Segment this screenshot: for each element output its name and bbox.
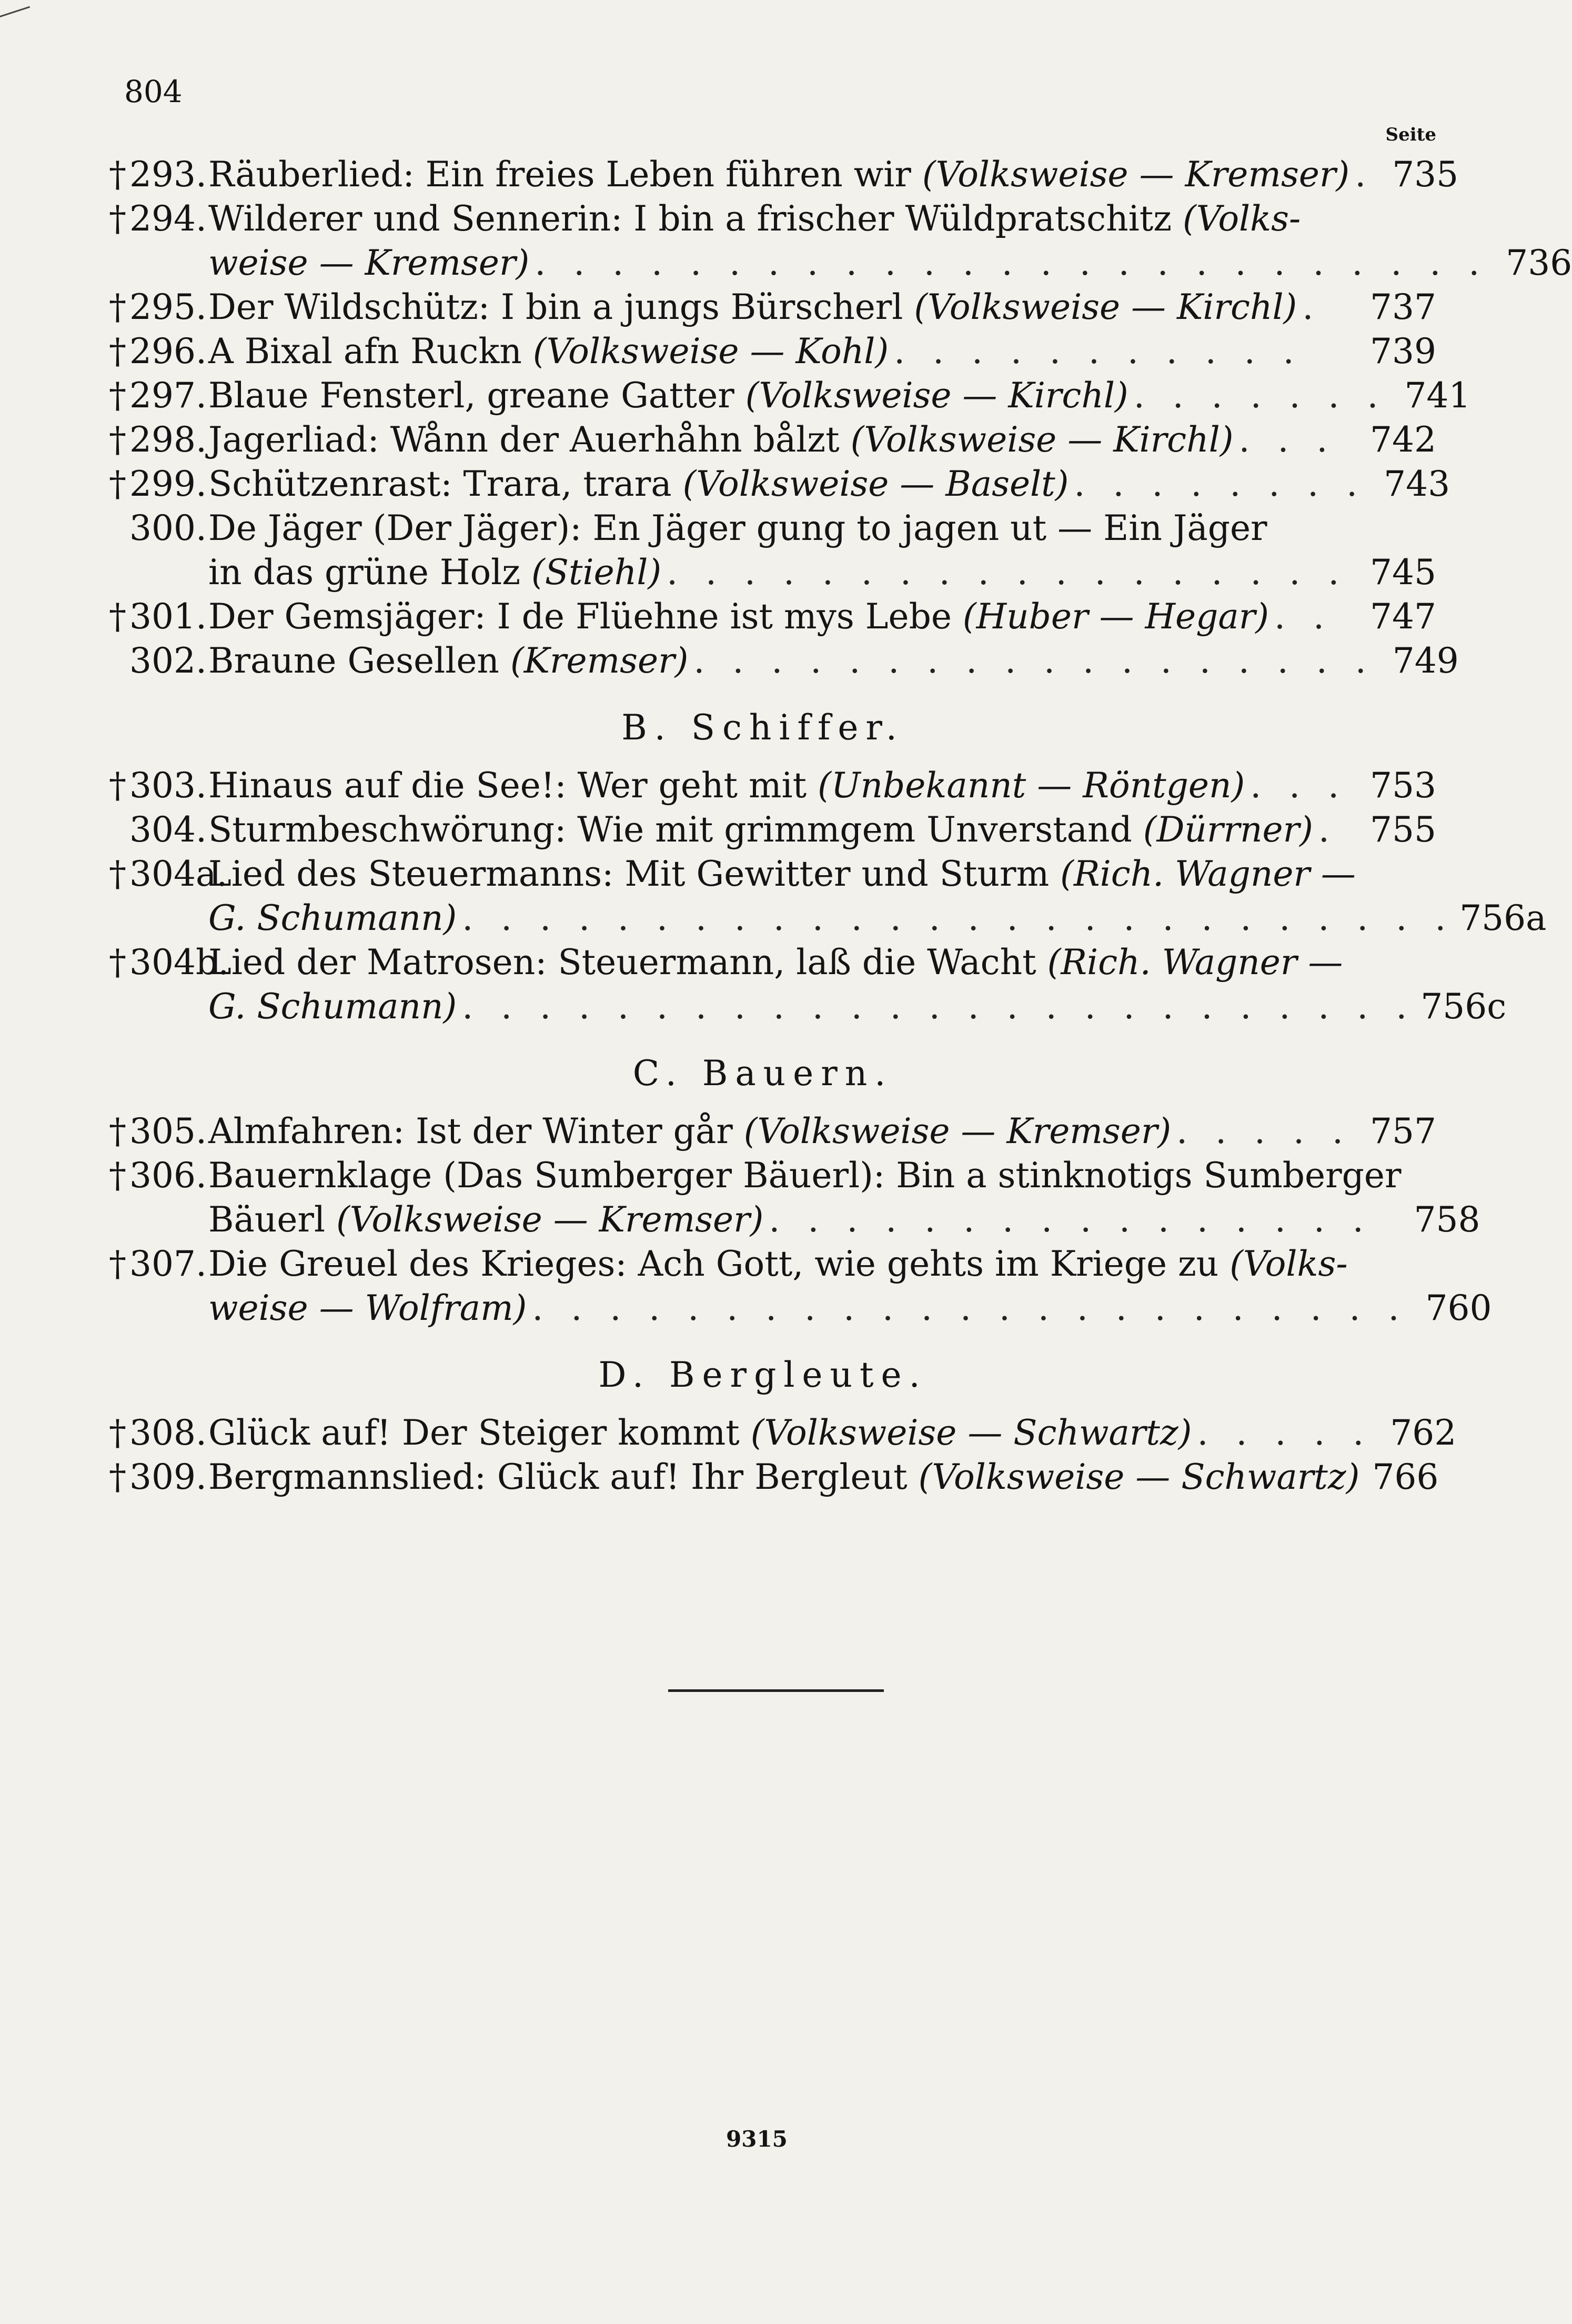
page-number: 804 <box>124 74 183 109</box>
entry-title: Lied der Matrosen: Steuermann, laß die Wacht <box>208 942 1047 983</box>
entry-attribution: (Volksweise — Schwartz) <box>750 1413 1192 1453</box>
entry-text <box>208 639 688 683</box>
entry-attribution: (Volksweise — Kirchl) <box>745 375 1128 416</box>
entry-attribution: (Volksweise — Kremser) <box>743 1111 1172 1151</box>
dagger-mark: † <box>109 419 126 460</box>
dagger-mark: † <box>109 331 126 372</box>
page-ref: 756c <box>1420 986 1507 1027</box>
toc-entry <box>89 1411 1457 1455</box>
section-heading: C. Bauern. <box>632 1053 893 1094</box>
leader-dots: . . . . . . . . . . . . . . . . . . . . . . . <box>532 1288 1408 1328</box>
dagger-mark: † <box>109 198 126 239</box>
dagger-mark: † <box>109 596 126 637</box>
entry-text <box>208 550 661 595</box>
toc-entry <box>89 462 1450 506</box>
entry-number: 295. <box>129 287 207 327</box>
entry-line <box>208 462 1450 506</box>
entry-text <box>208 285 1297 329</box>
entry-line <box>208 241 1572 285</box>
entry-line <box>208 197 1572 241</box>
leader-dots: . <box>1355 154 1375 195</box>
entry-text <box>208 1198 763 1242</box>
entry-text <box>208 764 1245 808</box>
entry-attribution: (Volksweise — Kirchl) <box>850 419 1234 460</box>
entry-title: Bergmannslied: Glück auf! Ihr Bergleut <box>208 1457 919 1497</box>
entry-title: Glück auf! Der Steiger kommt <box>208 1413 751 1453</box>
section-heading: D. Bergleute. <box>598 1355 928 1395</box>
entry-number: 299. <box>129 464 207 504</box>
entry-number: 296. <box>129 331 207 372</box>
leader-dots: . . . <box>1250 765 1348 806</box>
toc-entry <box>89 808 1436 852</box>
page-ref: 736 <box>1506 243 1572 283</box>
dagger-mark: † <box>109 464 126 504</box>
entry-number: 304. <box>129 809 207 850</box>
toc-entry <box>89 1154 1480 1242</box>
dagger-mark: † <box>109 375 126 416</box>
page-ref: 758 <box>1414 1199 1480 1240</box>
entry-attribution: (Unbekannt — Röntgen) <box>818 765 1245 806</box>
entry-text <box>208 1154 1402 1198</box>
entry-text <box>208 595 1269 639</box>
leader-dots: . . . . . . . . . . . . . . . . . . <box>667 552 1348 593</box>
entry-text <box>208 462 1069 506</box>
leader-dots: . . . . . . . . . . . . . . . . <box>769 1199 1372 1240</box>
entry-attribution: (Volksweise — Kremser) <box>922 154 1350 195</box>
entry-text <box>208 241 529 285</box>
entry-line <box>208 940 1499 985</box>
entry-attribution: G. Schumann) <box>208 898 457 938</box>
toc-entry <box>89 764 1436 808</box>
leader-dots: . . . . . . . . . . . . . . . . . . . . . . . . . <box>535 243 1488 283</box>
footer-number: 9315 <box>726 2126 788 2152</box>
leader-dots: . <box>1302 287 1322 327</box>
entry-line <box>208 374 1470 418</box>
entry-text <box>208 374 1128 418</box>
dagger-mark: † <box>109 1244 126 1284</box>
entry-line <box>208 1455 1438 1499</box>
page-ref: 760 <box>1425 1288 1492 1328</box>
entry-attribution: (Volksweise — Kremser) <box>336 1199 764 1240</box>
table-of-contents <box>89 153 1572 1499</box>
entry-title: Der Wildschütz: I bin a jungs Bürscherl <box>208 287 914 327</box>
toc-entry <box>89 639 1459 683</box>
toc-entry <box>89 285 1436 329</box>
entry-line <box>208 852 1538 896</box>
page-ref: 766 <box>1372 1457 1439 1497</box>
leader-dots: . . . . . . . <box>1133 375 1387 416</box>
leader-dots: . <box>1318 809 1338 850</box>
entry-text <box>208 896 457 940</box>
entry-line <box>208 808 1436 852</box>
dagger-mark: † <box>109 287 126 327</box>
entry-attribution: (Volksweise — Schwartz) <box>918 1457 1360 1497</box>
dagger-mark: † <box>109 1457 126 1497</box>
entry-line <box>208 1109 1436 1154</box>
entry-title: Almfahren: Ist der Winter går <box>208 1111 744 1151</box>
entry-line <box>208 285 1436 329</box>
entry-line <box>208 985 1507 1029</box>
leader-dots: . . . . . <box>1176 1111 1352 1151</box>
dagger-mark: † <box>109 1155 126 1196</box>
leader-dots: . . . . . . . . . . . . . . . . . . . . . . . . . <box>462 986 1416 1027</box>
entry-line <box>208 418 1436 462</box>
entry-number: 304b. <box>129 942 229 983</box>
entry-line <box>208 550 1436 595</box>
toc-entry <box>89 329 1436 374</box>
entry-attribution: (Volksweise — Baselt) <box>682 464 1069 504</box>
entry-title: Hinaus auf die See!: Wer geht mit <box>208 765 818 806</box>
entry-title: Die Greuel des Krieges: Ach Gott, wie gehts im Kriege zu <box>208 1244 1230 1284</box>
entry-text <box>208 153 1349 197</box>
toc-entry <box>89 595 1436 639</box>
dagger-mark: † <box>109 942 126 983</box>
leader-dots: . . . . . . . . . . . . . . . . . . . . . . . . . . <box>462 898 1455 938</box>
entry-text <box>208 852 1356 896</box>
page-ref: 749 <box>1392 640 1459 681</box>
toc-entry <box>89 1455 1439 1499</box>
toc-entry <box>89 1242 1492 1330</box>
entry-title: Der Gemsjäger: I de Flüehne ist mys Lebe <box>208 596 963 637</box>
entry-line <box>208 1411 1456 1455</box>
page-ref: 756a <box>1459 898 1547 938</box>
entry-attribution: (Stiehl) <box>531 552 662 593</box>
entry-line <box>208 1286 1492 1330</box>
dagger-mark: † <box>109 1111 126 1151</box>
entry-title: Braune Gesellen <box>208 640 510 681</box>
entry-number: 300. <box>129 508 207 548</box>
seite-column-label: Seite <box>1385 124 1436 145</box>
entry-title: Schützenrast: Trara, trara <box>208 464 683 504</box>
leader-dots: . . . . . . . . <box>1074 464 1366 504</box>
entry-text <box>208 1455 1359 1499</box>
entry-text <box>208 1242 1348 1286</box>
entry-number: 308. <box>129 1413 207 1453</box>
entry-text <box>208 1411 1192 1455</box>
entry-title: De Jäger (Der Jäger): En Jäger gung to jagen ut — Ein Jäger <box>208 508 1267 548</box>
entry-line <box>208 896 1547 940</box>
entry-text <box>208 197 1301 241</box>
entry-number: 294. <box>129 198 207 239</box>
entry-attribution: (Dürrner) <box>1143 809 1313 850</box>
entry-attribution: (Volksweise — Kohl) <box>532 331 889 372</box>
toc-entry <box>89 418 1436 462</box>
entry-text <box>208 808 1313 852</box>
entry-text <box>208 329 889 374</box>
entry-attribution: (Kremser) <box>510 640 689 681</box>
entry-title: Bauernklage (Das Sumberger Bäuerl): Bin a stinknotigs Sumberger <box>208 1155 1402 1196</box>
entry-text <box>208 418 1234 462</box>
page-ref: 743 <box>1384 464 1450 504</box>
entry-number: 293. <box>129 154 207 195</box>
page-ref: 735 <box>1392 154 1459 195</box>
entry-attribution: (Volks- <box>1230 1244 1348 1284</box>
section-heading: B. Schiffer. <box>621 707 904 748</box>
entry-line <box>208 639 1459 683</box>
page-ref: 741 <box>1404 375 1471 416</box>
toc-entry <box>89 1109 1436 1154</box>
entry-title: A Bixal afn Ruckn <box>208 331 533 372</box>
entry-title: Blaue Fensterl, greane Gatter <box>208 375 745 416</box>
entry-attribution: (Volks- <box>1182 198 1301 239</box>
entry-number: 303. <box>129 765 207 806</box>
entry-attribution: weise — Wolfram) <box>208 1288 527 1328</box>
entry-text <box>208 1286 527 1330</box>
dagger-mark: † <box>109 154 126 195</box>
entry-number: 301. <box>129 596 207 637</box>
entry-line <box>208 153 1458 197</box>
entry-line <box>208 1198 1480 1242</box>
page-ref: 757 <box>1370 1111 1436 1151</box>
entry-text <box>208 506 1267 550</box>
entry-attribution: weise — Kremser) <box>208 243 530 283</box>
page-ref: 753 <box>1370 765 1436 806</box>
entry-number: 309. <box>129 1457 207 1497</box>
page-ref: 745 <box>1370 552 1436 593</box>
entry-line <box>208 506 1436 550</box>
entry-line <box>208 764 1436 808</box>
entry-title: Sturmbeschwörung: Wie mit grimmgem Unverstand <box>208 809 1143 850</box>
entry-line <box>208 1154 1480 1198</box>
entry-title: Lied des Steuermanns: Mit Gewitter und Sturm <box>208 854 1061 894</box>
entry-number: 302. <box>129 640 207 681</box>
entry-number: 304a. <box>129 854 228 894</box>
entry-number: 297. <box>129 375 207 416</box>
page-ref: 747 <box>1370 596 1436 637</box>
entry-text <box>208 940 1343 985</box>
toc-entry <box>89 940 1507 1029</box>
entry-attribution: (Rich. Wagner — <box>1047 942 1343 983</box>
leader-dots: . . . . . <box>1197 1413 1373 1453</box>
entry-title: in das grüne Holz <box>208 552 532 593</box>
entry-title: Bäuerl <box>208 1199 337 1240</box>
dagger-mark: † <box>109 1413 126 1453</box>
closing-rule <box>668 1689 884 1692</box>
entry-number: 307. <box>129 1244 207 1284</box>
entry-attribution: (Rich. Wagner — <box>1060 854 1356 894</box>
entry-line <box>208 595 1436 639</box>
page-ref: 739 <box>1370 331 1436 372</box>
toc-entry <box>89 506 1436 595</box>
entry-text <box>208 1109 1171 1154</box>
toc-entry <box>89 153 1459 197</box>
page-ref: 737 <box>1370 287 1436 327</box>
toc-entry <box>89 197 1572 285</box>
entry-line <box>208 1242 1492 1286</box>
entry-title: Räuberlied: Ein freies Leben führen wir <box>208 154 922 195</box>
dagger-mark: † <box>109 765 126 806</box>
scan-corner-mark <box>0 0 30 17</box>
page-ref: 762 <box>1390 1413 1457 1453</box>
leader-dots: . . . . . . . . . . . <box>894 331 1303 372</box>
leader-dots: . . <box>1274 596 1333 637</box>
entry-attribution: (Volksweise — Kirchl) <box>914 287 1297 327</box>
entry-attribution: (Huber — Hegar) <box>962 596 1269 637</box>
page-ref: 742 <box>1370 419 1436 460</box>
entry-number: 305. <box>129 1111 207 1151</box>
entry-text <box>208 985 457 1029</box>
entry-number: 298. <box>129 419 207 460</box>
entry-title: Wilderer und Sennerin: I bin a frischer Wüldpratschitz <box>208 198 1183 239</box>
toc-entry <box>89 374 1471 418</box>
entry-line <box>208 329 1436 374</box>
entry-number: 306. <box>129 1155 207 1196</box>
leader-dots: . . . <box>1238 419 1336 460</box>
dagger-mark: † <box>109 854 126 894</box>
leader-dots: . . . . . . . . . . . . . . . . . . <box>693 640 1375 681</box>
entry-title: Jagerliad: Wånn der Auerhåhn bålzt <box>208 419 851 460</box>
toc-entry <box>89 852 1547 940</box>
entry-attribution: G. Schumann) <box>208 986 457 1027</box>
page-ref: 755 <box>1370 809 1436 850</box>
